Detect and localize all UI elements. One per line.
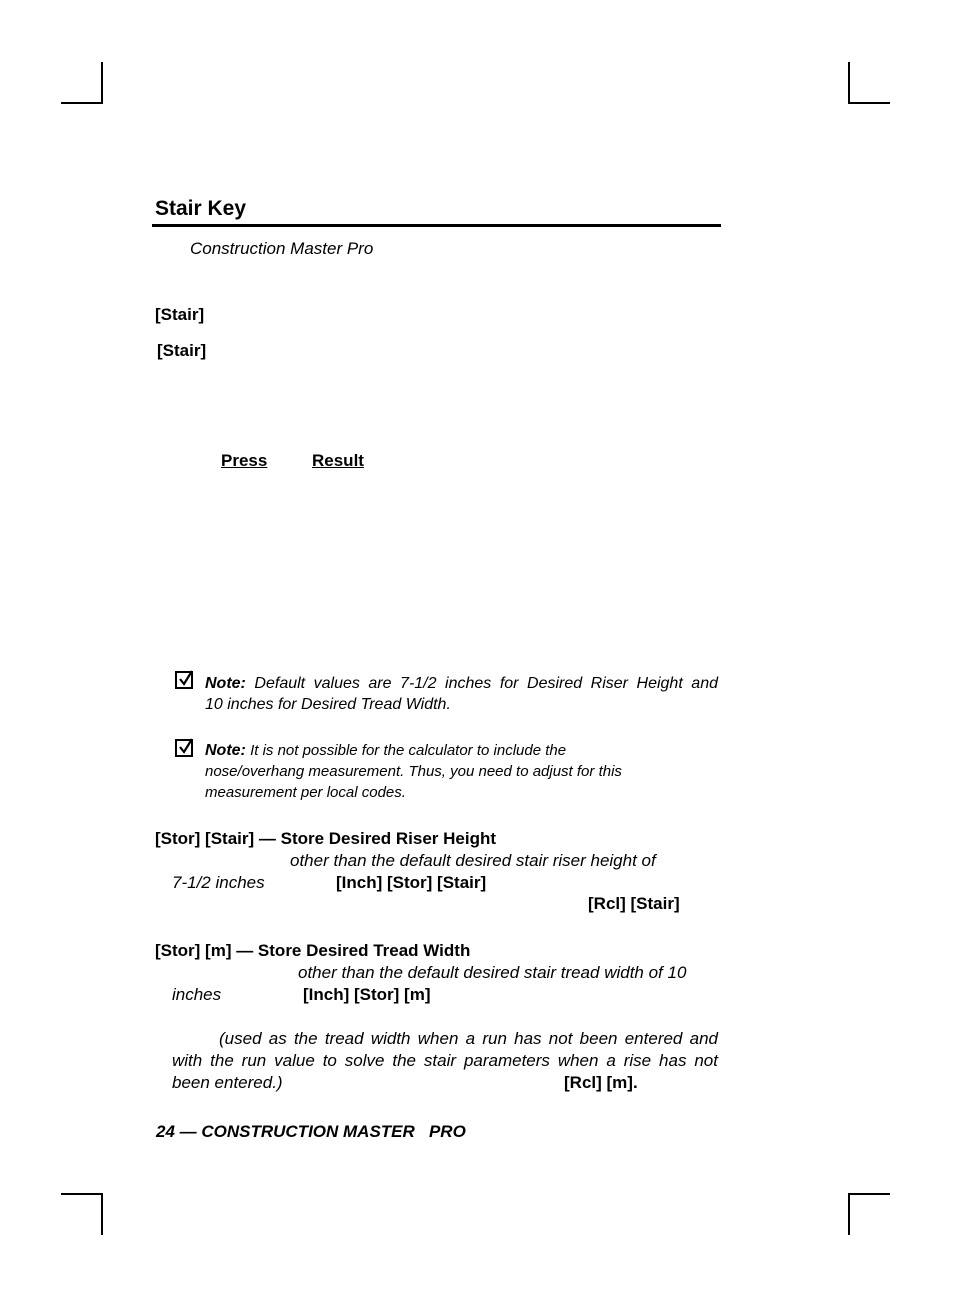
note-1-line-1 [205, 675, 718, 693]
product-name: Construction Master Pro [190, 239, 374, 258]
page-footer: 24 — CONSTRUCTION MASTER PRO [156, 1122, 466, 1141]
tread-paragraph-line-3-text: been entered.) [172, 1073, 283, 1092]
riser-line-2-text: 7-1/2 inches [172, 873, 265, 892]
title-rule [152, 224, 721, 227]
note-2-line-3: measurement per local codes. [205, 784, 406, 801]
crop-mark-top-right-vertical [848, 62, 850, 104]
tread-section-heading: [Stor] [m] — Store Desired Tread Width [155, 941, 471, 960]
crop-mark-bottom-left-horizontal [61, 1193, 103, 1195]
riser-line-3-keys: [Rcl] [Stair] [588, 894, 680, 913]
note-1-text-1: Default values are 7-1/2 inches for Desired Riser Height and [254, 675, 718, 692]
stair-key-label-1: [Stair] [155, 305, 205, 324]
note-2-text-1: It is not possible for the calculator to include the [250, 742, 567, 759]
note-1-label: Note: [205, 675, 246, 692]
tread-line-1: other than the default desired stair tread width of 10 [298, 963, 687, 982]
tread-paragraph-line-2: with the run value to solve the stair parameters when a rise has not [172, 1051, 718, 1070]
check-icon [175, 739, 193, 757]
crop-mark-top-left-vertical [101, 62, 103, 104]
riser-section-heading: [Stor] [Stair] — Store Desired Riser Height [155, 829, 497, 848]
tread-line-2-text: inches [172, 985, 222, 1004]
press-column-header: Press [221, 451, 268, 470]
check-icon [175, 671, 193, 689]
crop-mark-bottom-right-vertical [848, 1193, 850, 1235]
crop-mark-top-right-horizontal [848, 102, 890, 104]
note-2-line-2: nose/overhang measurement. Thus, you need to adjust for this [205, 763, 622, 780]
crop-mark-bottom-left-vertical [101, 1193, 103, 1235]
crop-mark-top-left-horizontal [61, 102, 103, 104]
tread-line-2-keys: [Inch] [Stor] [m] [303, 985, 431, 1004]
note-2-line-1 [205, 742, 566, 760]
tread-paragraph-line-1: (used as the tread width when a run has not been entered and [219, 1029, 718, 1048]
crop-mark-bottom-right-horizontal [848, 1193, 890, 1195]
page-title: Stair Key [155, 197, 247, 220]
riser-line-2-keys: [Inch] [Stor] [Stair] [336, 873, 487, 892]
riser-line-1: other than the default desired stair riser height of [290, 851, 656, 870]
result-column-header: Result [312, 451, 364, 470]
note-2-label: Note: [205, 742, 246, 759]
note-1-line-2: 10 inches for Desired Tread Width. [205, 696, 451, 713]
tread-paragraph-line-3-keys: [Rcl] [m]. [564, 1073, 638, 1092]
stair-key-label-2: [Stair] [157, 341, 207, 360]
